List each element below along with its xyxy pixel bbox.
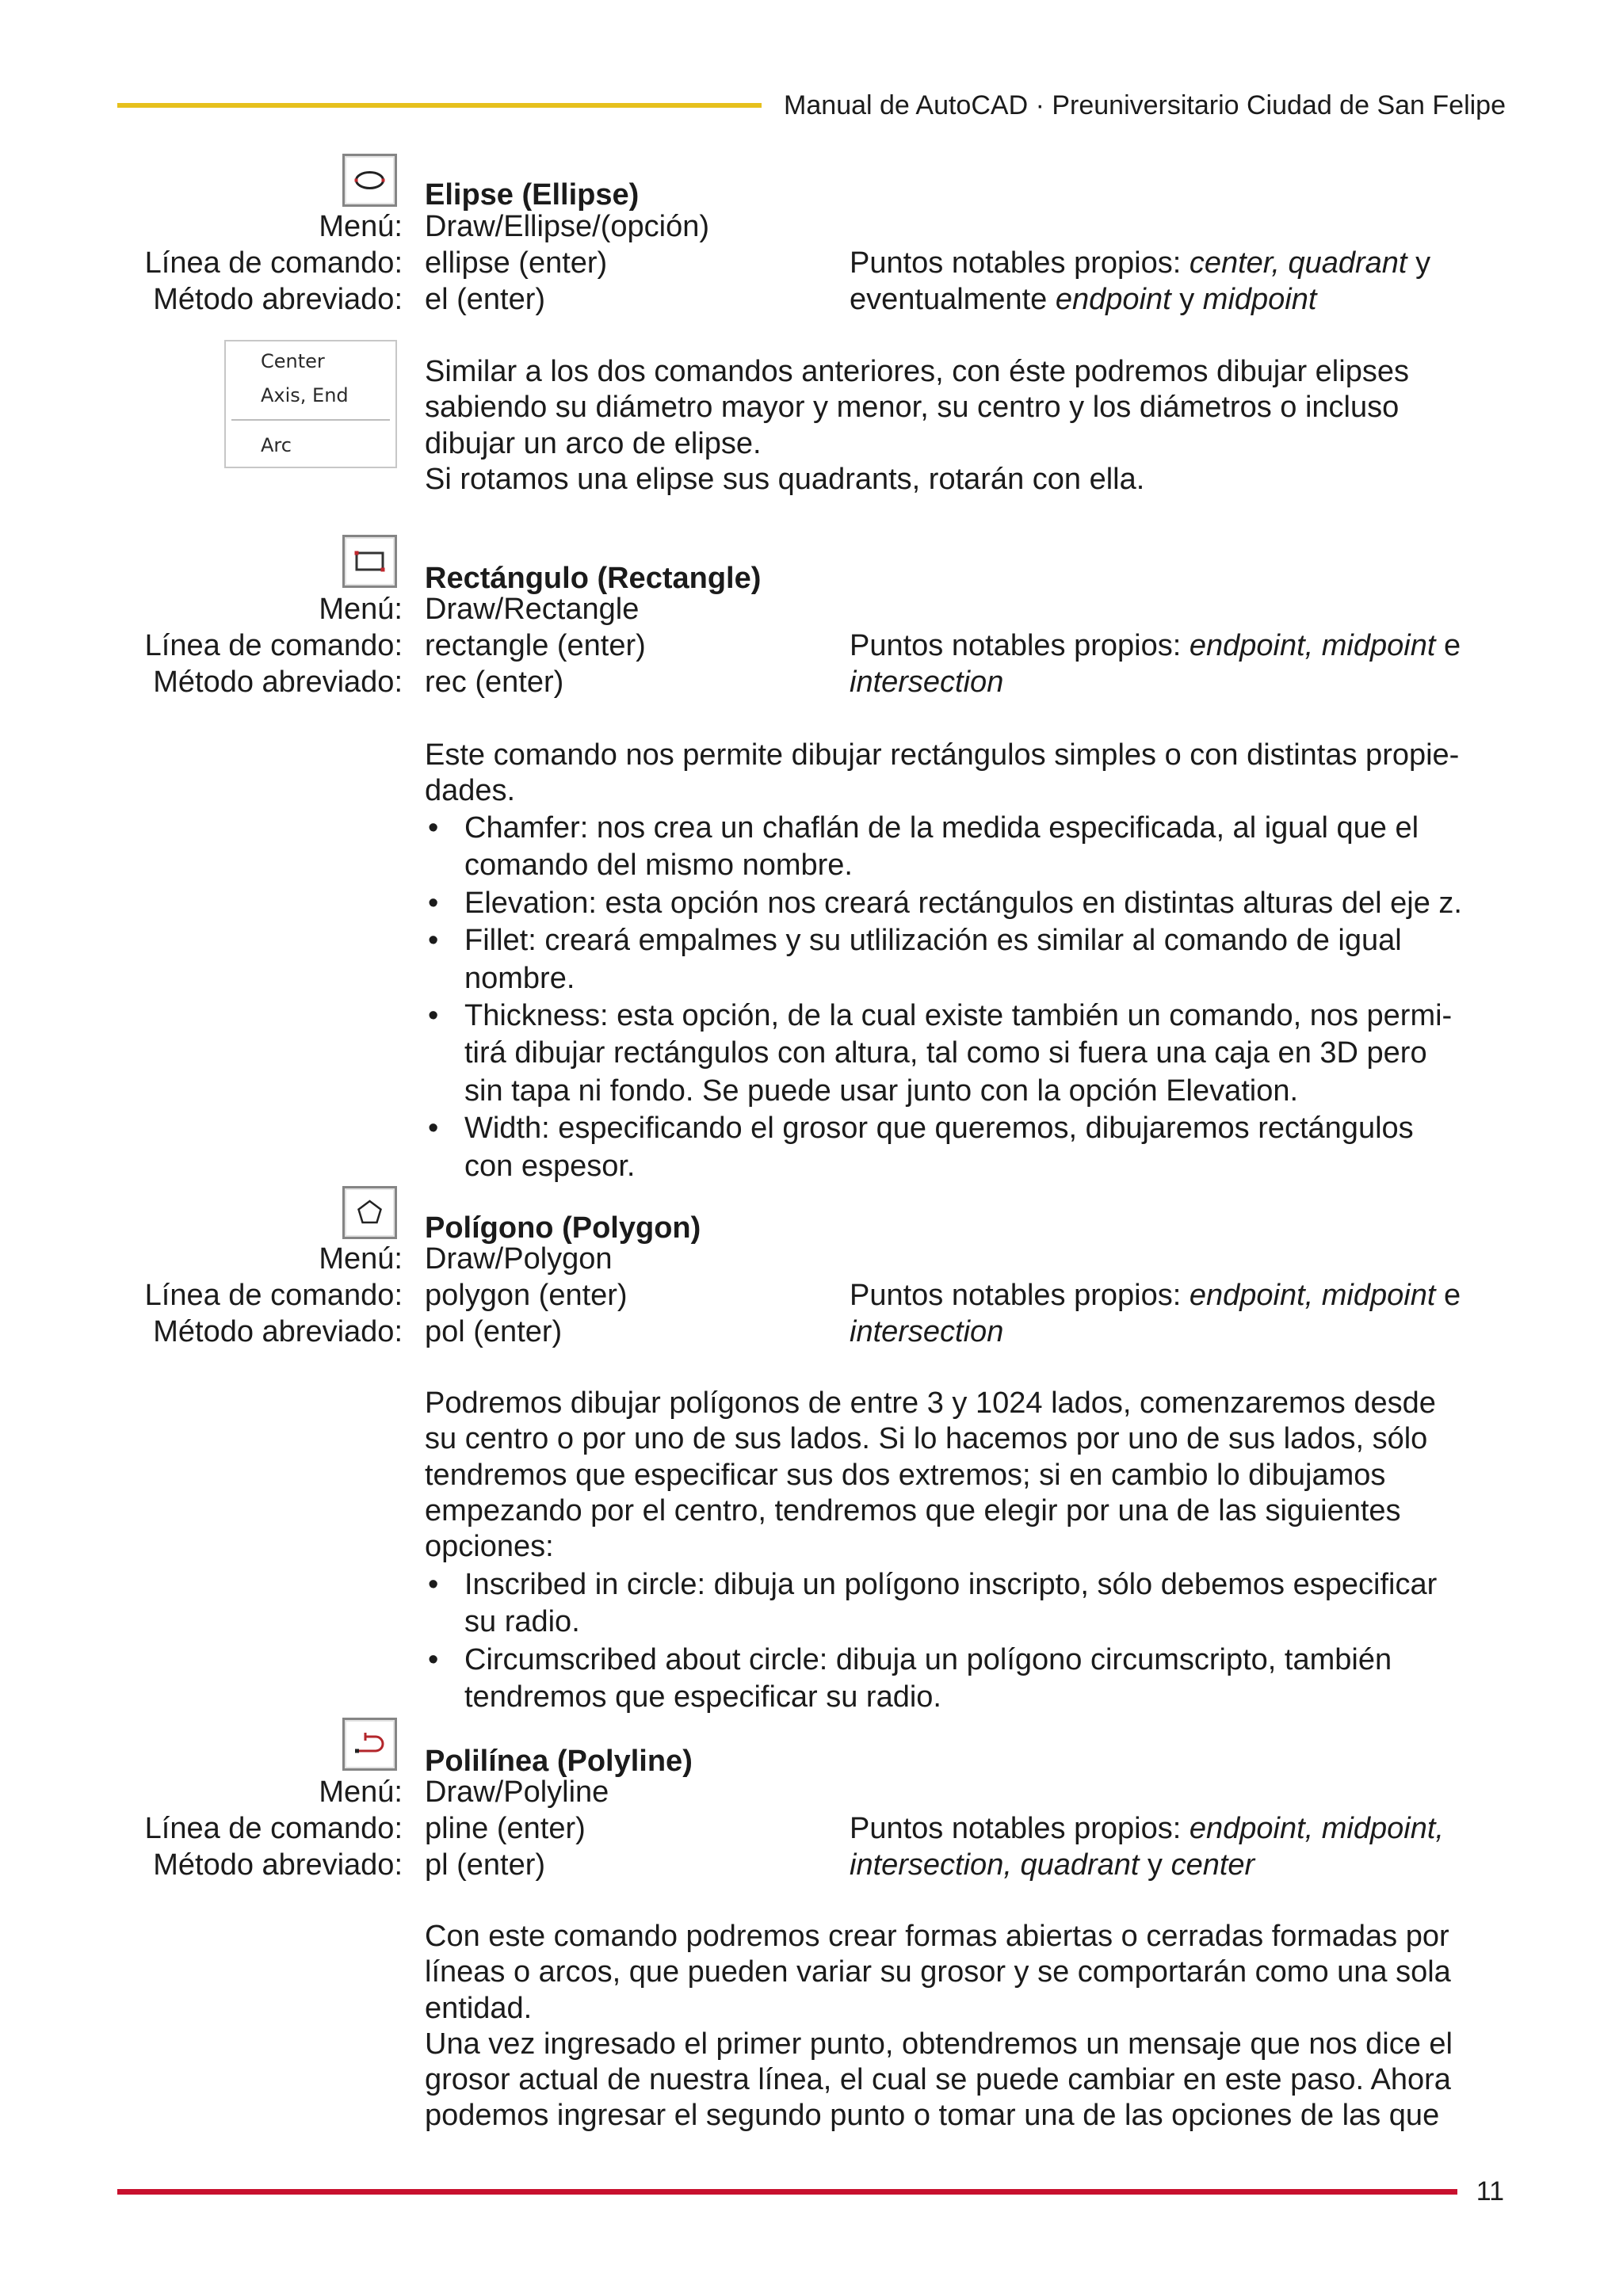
- list-item-line: • Elevation: esta opción nos creará rectángulos en distintas alturas del eje z.: [464, 886, 1462, 920]
- command-line-label: Línea de comando:: [144, 246, 403, 280]
- notes-line: [850, 245, 1430, 281]
- list-item-line: • Fillet: creará empalmes y su utlilización es similar al comando de igual: [464, 924, 1402, 958]
- list-item-fillet: [425, 922, 1462, 997]
- rectangle-tool-icon: [342, 535, 397, 588]
- notes-connector: e: [1443, 1279, 1461, 1312]
- polygon-tool-icon: [342, 1186, 397, 1239]
- ellipse-command-info: [0, 208, 840, 318]
- menu-row: [0, 591, 840, 627]
- notes-connector: e: [1443, 629, 1461, 662]
- list-item-line: con espesor.: [464, 1149, 636, 1183]
- paragraph-line: Este comando nos permite dibujar rectángulos simples o con distintas propie-: [425, 738, 1460, 772]
- list-item-line: sin tapa ni fondo. Se puede usar junto con la opción Elevation.: [464, 1074, 1299, 1108]
- command-line-value: pline (enter): [425, 1812, 586, 1845]
- notes-line: [850, 664, 1461, 700]
- command-line-label: Línea de comando:: [144, 1812, 403, 1845]
- notes-snap-points: endpoint, midpoint: [1189, 629, 1436, 662]
- ellipse-description: [425, 354, 1409, 498]
- rectangle-description: [425, 738, 1459, 810]
- command-line-row: [0, 1277, 840, 1314]
- notes-prefix: Puntos notables propios:: [850, 246, 1182, 280]
- command-line-value: polygon (enter): [425, 1279, 628, 1312]
- menu-label: Menú:: [319, 593, 403, 626]
- shortcut-value: pl (enter): [425, 1848, 546, 1882]
- notes-snap-point: endpoint: [1055, 283, 1171, 316]
- polyline-description: [425, 1919, 1453, 2134]
- notes-line: [850, 627, 1461, 664]
- notes-line: [850, 1277, 1461, 1314]
- ellipse-options-menu-image: [224, 340, 397, 468]
- notes-line: [850, 1810, 1444, 1847]
- menu-separator: [231, 419, 390, 421]
- menu-row: [0, 1774, 840, 1810]
- paragraph-line: Una vez ingresado el primer punto, obtendremos un mensaje que nos dice el: [425, 2027, 1453, 2061]
- rectangle-notable-points: [850, 627, 1461, 700]
- paragraph-line: Con este comando podremos crear formas abiertas o cerradas formadas por: [425, 1920, 1449, 1953]
- notes-prefix: Puntos notables propios:: [850, 1279, 1182, 1312]
- paragraph-line: Podremos dibujar polígonos de entre 3 y 1024 lados, comenzaremos desde: [425, 1386, 1436, 1420]
- shortcut-label: Método abreviado:: [153, 1315, 403, 1348]
- command-line-value: rectangle (enter): [425, 629, 646, 662]
- notes-snap-points: center, quadrant: [1189, 246, 1407, 280]
- menu-option-arc: Arc: [261, 434, 292, 456]
- shortcut-value: rec (enter): [425, 666, 564, 699]
- command-line-label: Línea de comando:: [144, 1279, 403, 1312]
- polygon-description: [425, 1386, 1436, 1565]
- shortcut-row: [0, 1314, 840, 1350]
- shortcut-row: [0, 281, 840, 318]
- shortcut-row: [0, 664, 840, 700]
- paragraph-line: dibujar un arco de elipse.: [425, 426, 762, 460]
- notes-prefix: Puntos notables propios:: [850, 1812, 1182, 1845]
- paragraph-line: tendremos que especificar sus dos extremos; si en cambio lo dibujamos: [425, 1458, 1386, 1492]
- notes-snap-point: intersection: [850, 666, 1004, 699]
- paragraph-line: dades.: [425, 774, 516, 808]
- notes-connector: y: [1148, 1848, 1163, 1882]
- menu-row: [0, 1241, 840, 1277]
- shortcut-value: pol (enter): [425, 1315, 563, 1348]
- header-rule: [117, 103, 762, 108]
- paragraph-line: Similar a los dos comandos anteriores, con éste podremos dibujar elipses: [425, 355, 1409, 388]
- command-line-row: [0, 245, 840, 281]
- notes-line: [850, 1847, 1444, 1883]
- paragraph-line: entidad.: [425, 1991, 533, 2025]
- list-item-line: • Width: especificando el grosor que queremos, dibujaremos rectángulos: [464, 1112, 1414, 1146]
- notes-line: [850, 1314, 1461, 1350]
- polygon-options-list: [425, 1566, 1437, 1717]
- list-item-chamfer: [425, 810, 1462, 885]
- notes-snap-point: midpoint: [1202, 283, 1317, 316]
- shortcut-label: Método abreviado:: [153, 283, 403, 316]
- command-line-row: [0, 627, 840, 664]
- list-item-line: tirá dibujar rectángulos con altura, tal como si fuera una caja en 3D pero: [464, 1036, 1427, 1070]
- paragraph-line: podemos ingresar el segundo punto o tomar una de las opciones de las que: [425, 2099, 1440, 2133]
- menu-path: Draw/Polygon: [425, 1242, 613, 1276]
- list-item-line: • Inscribed in circle: dibuja un polígono inscripto, sólo debemos especificar: [464, 1568, 1438, 1601]
- list-item-thickness: [425, 997, 1462, 1110]
- paragraph-line: grosor actual de nuestra línea, el cual se puede cambiar en este paso. Ahora: [425, 2063, 1451, 2097]
- notes-snap-points: endpoint, midpoint,: [1189, 1812, 1444, 1845]
- menu-option-center: Center: [261, 350, 325, 372]
- notes-snap-points: endpoint, midpoint: [1189, 1279, 1436, 1312]
- shortcut-value: el (enter): [425, 283, 546, 316]
- menu-option-axis-end: Axis, End: [261, 384, 349, 406]
- list-item-line: • Chamfer: nos crea un chaflán de la medida especificada, al igual que el: [464, 811, 1419, 845]
- paragraph-line: líneas o arcos, que pueden variar su grosor y se comportarán como una sola: [425, 1955, 1451, 1989]
- menu-path: Draw/Polyline: [425, 1775, 609, 1809]
- command-line-row: [0, 1810, 840, 1847]
- notes-snap-point: intersection: [850, 1315, 1004, 1348]
- list-item-line: tendremos que especificar su radio.: [464, 1680, 941, 1714]
- menu-path: Draw/Rectangle: [425, 593, 640, 626]
- polygon-command-info: [0, 1241, 840, 1350]
- paragraph-line: Si rotamos una elipse sus quadrants, rotarán con ella.: [425, 462, 1145, 496]
- menu-label: Menú:: [319, 1775, 403, 1809]
- notes-text: eventualmente: [850, 283, 1048, 316]
- menu-label: Menú:: [319, 1242, 403, 1276]
- notes-connector: y: [1415, 246, 1431, 280]
- shortcut-label: Método abreviado:: [153, 1848, 403, 1882]
- notes-prefix: Puntos notables propios:: [850, 629, 1182, 662]
- menu-row: [0, 208, 840, 245]
- page-number: 11: [1476, 2176, 1504, 2206]
- ellipse-notable-points: [850, 245, 1430, 318]
- list-item-line: • Circumscribed about circle: dibuja un polígono circumscripto, también: [464, 1642, 1392, 1676]
- ellipse-tool-icon: [342, 154, 397, 207]
- notes-snap-points: intersection, quadrant: [850, 1848, 1140, 1882]
- list-item-line: su radio.: [464, 1605, 580, 1639]
- polyline-title: Polilínea (Polyline): [425, 1745, 693, 1778]
- polygon-notable-points: [850, 1277, 1461, 1350]
- paragraph-line: su centro o por uno de sus lados. Si lo hacemos por uno de sus lados, sólo: [425, 1422, 1428, 1456]
- list-item-inscribed: [425, 1566, 1437, 1642]
- list-item-elevation: [425, 885, 1462, 922]
- list-item-line: comando del mismo nombre.: [464, 849, 853, 883]
- menu-path: Draw/Ellipse/(opción): [425, 210, 710, 243]
- ellipse-title: Elipse (Ellipse): [425, 178, 640, 212]
- list-item-width: [425, 1110, 1462, 1185]
- polygon-title: Polígono (Polygon): [425, 1211, 701, 1245]
- footer-rule: [117, 2189, 1457, 2195]
- rectangle-title: Rectángulo (Rectangle): [425, 562, 762, 595]
- polyline-command-info: [0, 1774, 840, 1883]
- header-title: Manual de AutoCAD · Preuniversitario Ciudad de San Felipe: [784, 90, 1506, 120]
- rectangle-command-info: [0, 591, 840, 700]
- command-line-label: Línea de comando:: [144, 629, 403, 662]
- polyline-tool-icon: [342, 1718, 397, 1771]
- notes-line: [850, 281, 1430, 318]
- polyline-notable-points: [850, 1810, 1444, 1883]
- rectangle-options-list: [425, 810, 1462, 1185]
- paragraph-line: empezando por el centro, tendremos que elegir por una de las siguientes: [425, 1493, 1401, 1527]
- notes-connector: y: [1179, 283, 1195, 316]
- shortcut-label: Método abreviado:: [153, 666, 403, 699]
- notes-snap-point: center: [1170, 1848, 1255, 1882]
- paragraph-line: opciones:: [425, 1530, 554, 1564]
- command-line-value: ellipse (enter): [425, 246, 608, 280]
- paragraph-line: sabiendo su diámetro mayor y menor, su centro y los diámetros o incluso: [425, 391, 1400, 425]
- list-item-line: • Thickness: esta opción, de la cual existe también un comando, nos permi-: [464, 998, 1453, 1032]
- list-item-line: nombre.: [464, 961, 575, 995]
- list-item-circumscribed: [425, 1642, 1437, 1717]
- menu-label: Menú:: [319, 210, 403, 243]
- shortcut-row: [0, 1847, 840, 1883]
